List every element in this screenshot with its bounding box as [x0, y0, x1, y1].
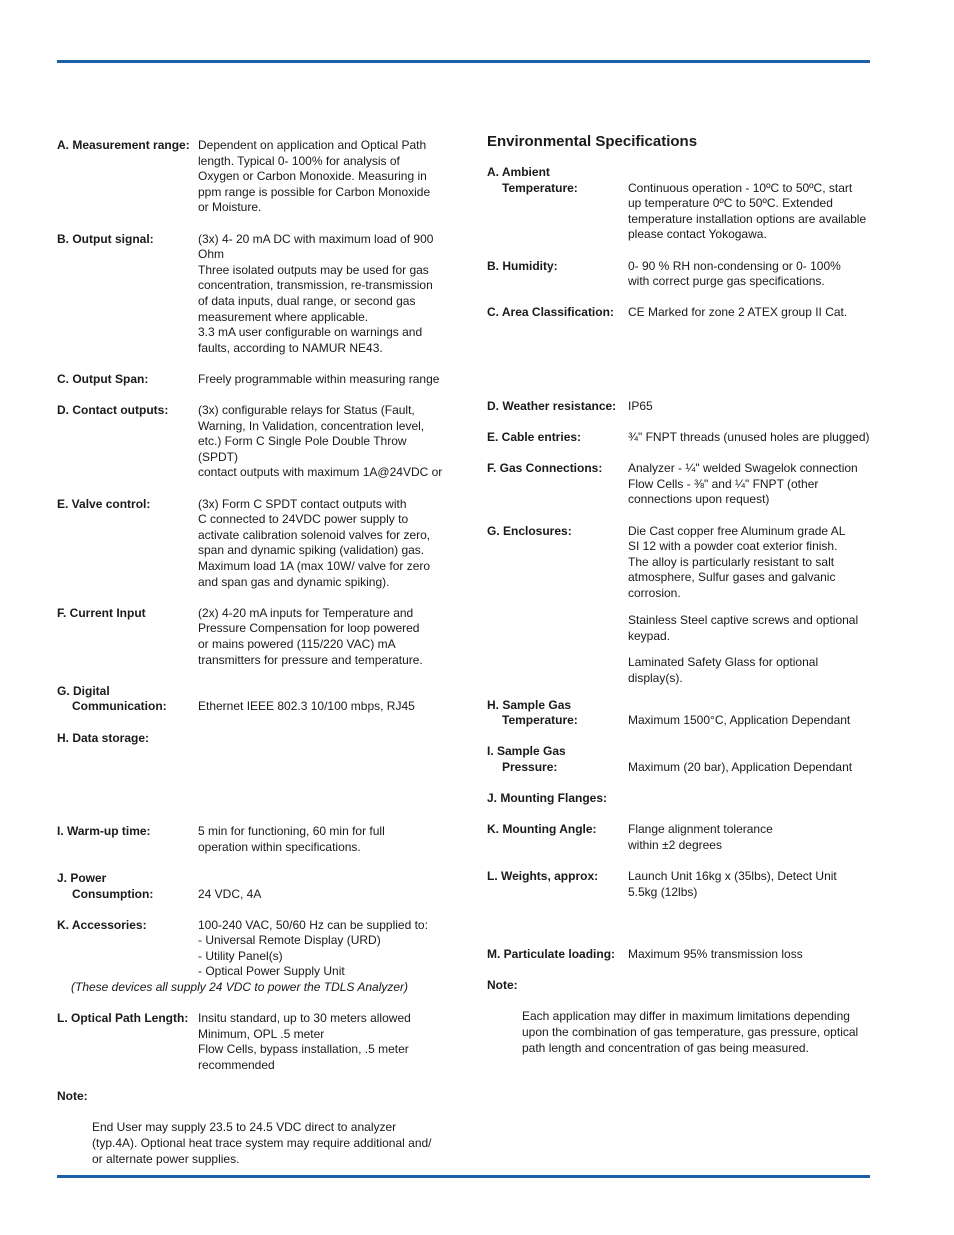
- spec-item: [487, 524, 872, 602]
- spec-label-line: C. Area Classification:: [487, 305, 614, 320]
- spec-optical-path-length: [57, 1011, 447, 1073]
- spec-label: [57, 372, 148, 388]
- spec-label: [487, 524, 572, 540]
- spec-label-line: L. Weights, approx:: [487, 869, 599, 884]
- spec-label: [487, 430, 581, 446]
- note-label: Note:: [487, 978, 518, 993]
- spec-label-line: I. Sample Gas: [487, 744, 566, 759]
- spec-label-line: I. Warm-up time:: [57, 824, 151, 839]
- spec-value: 100-240 VAC, 50/60 Hz can be supplied to: - Universal Remote Display (URD) - Utility Panel(s) - Optical Power Supply Unit: [198, 917, 428, 979]
- spec-value: Dependent on application and Optical Path length. Typical 0- 100% for analysis of Oxygen or Carbon Monoxide. Measuring in ppm range is possible for Carbon Monoxide or Moisture.: [198, 138, 431, 215]
- spec-label: [57, 606, 146, 622]
- spec-label-line: E. Cable entries:: [487, 430, 582, 445]
- spec-label-line: K. Accessories:: [57, 917, 147, 932]
- spec-label: [57, 684, 167, 715]
- spec-label: [487, 305, 614, 321]
- spec-label-line: F. Gas Connections:: [487, 461, 603, 476]
- spec-label-line: Pressure:: [502, 759, 558, 774]
- spec-item: [487, 791, 872, 807]
- spec-label-line: G. Enclosures:: [487, 523, 572, 538]
- spec-item: [57, 918, 447, 980]
- spec-label: [487, 947, 615, 963]
- spec-label: [487, 461, 602, 477]
- spec-label-line: A. Ambient: [487, 165, 550, 179]
- spec-item: [57, 606, 447, 668]
- spec-value: (3x) 4- 20 mA DC with maximum load of 900 Ohm Three isolated outputs may be used for gas concentration, transmission, re-transmission of data inputs, dual range, or second gas measurement where applicable. 3.3 mA user configurable on warnings and faults, according to NAMUR NE43.: [198, 231, 434, 355]
- spec-item: [57, 232, 447, 357]
- spec-value: 0- 90 % RH non-condensing or 0- 100% with correct purge gas specifications.: [628, 258, 841, 289]
- spec-item: [487, 744, 872, 775]
- spec-value: Maximum (20 bar), Application Dependant: [628, 759, 853, 774]
- spec-item: [57, 138, 447, 216]
- spec-value: IP65: [628, 398, 653, 413]
- left-column: [57, 138, 447, 1167]
- spec-label-line: Communication:: [72, 699, 167, 714]
- spec-label-line: Consumption:: [72, 886, 154, 901]
- spec-label-line: Temperature:: [502, 180, 578, 195]
- spec-value: Launch Unit 16kg x (35lbs), Detect Unit 5.5kg (12lbs): [628, 869, 837, 899]
- spec-value: CE Marked for zone 2 ATEX group II Cat.: [628, 305, 848, 320]
- right-note: [487, 978, 872, 1056]
- spec-label: [487, 744, 566, 775]
- spec-item: [57, 403, 447, 481]
- spec-label-line: D. Weather resistance:: [487, 398, 617, 413]
- spec-item: [57, 684, 447, 715]
- spec-item: [57, 731, 447, 809]
- spec-label-line: B. Output signal:: [57, 231, 154, 246]
- spec-label: [57, 497, 150, 513]
- spec-label: [487, 399, 616, 415]
- spec-item: [487, 947, 872, 963]
- spec-label: [487, 165, 578, 196]
- spec-item: [57, 372, 447, 388]
- spec-value: Continuous operation - 10ºC to 50ºC, start up temperature 0ºC to 50ºC. Extended temperature installation options are available please contact Yokogawa.: [628, 180, 867, 242]
- spec-label: L. Optical Path Length:: [57, 1011, 189, 1026]
- spec-label: [487, 698, 578, 729]
- spec-label-line: H. Data storage:: [57, 730, 150, 745]
- spec-label: [487, 822, 597, 838]
- spec-label: [487, 259, 558, 275]
- top-rule: [57, 60, 870, 63]
- spec-item: [487, 869, 872, 931]
- spec-value: Flange alignment tolerance within ±2 degrees: [628, 822, 773, 852]
- spec-value: [628, 791, 872, 807]
- spec-item: [487, 305, 872, 383]
- spec-label-line: G. Digital: [57, 683, 110, 698]
- spec-value: 24 VDC, 4A: [198, 886, 262, 901]
- spec-item: [487, 461, 872, 508]
- bottom-rule: [57, 1175, 870, 1178]
- note-text: Each application may differ in maximum limitations depending upon the combination of gas temperature, gas pressure, optical path length and concentration of gas being measured.: [522, 1009, 859, 1055]
- spec-value: ¾" FNPT threads (unused holes are plugged): [628, 430, 870, 445]
- spec-value: Ethernet IEEE 802.3 10/100 mbps, RJ45: [198, 699, 415, 714]
- spec-label-line: A. Measurement range:: [57, 138, 190, 152]
- spec-value: (3x) Form C SPDT contact outputs with C connected to 24VDC power supply to activate calibration solenoid valves for zero, span and dynamic spiking (validation) gas. Maximum load 1A (max 10W/ valve for zero and span gas and dynamic spiking).: [198, 496, 431, 589]
- spec-item: [487, 165, 872, 243]
- spec-label-line: E. Valve control:: [57, 496, 151, 511]
- enclosure-detail: Stainless Steel captive screws and optional keypad.: [628, 613, 859, 643]
- right-column: [487, 133, 872, 1056]
- note-text: End User may supply 23.5 to 24.5 VDC direct to analyzer (typ.4A). Optional heat trace system may require additional and/ or alternate power supplies.: [92, 1120, 432, 1166]
- spec-label: [57, 824, 151, 840]
- spec-value: Freely programmable within measuring range: [198, 371, 440, 386]
- spec-label-line: D. Contact outputs:: [57, 403, 169, 418]
- spec-item: [487, 259, 872, 290]
- accessories-note: (These devices all supply 24 VDC to power the TDLS Analyzer): [71, 980, 409, 995]
- section-title: Environmental Specifications: [487, 133, 698, 150]
- spec-value: Insitu standard, up to 30 meters allowed Minimum, OPL .5 meter Flow Cells, bypass installation, .5 meter recommended: [198, 1011, 411, 1073]
- spec-value: [198, 731, 447, 809]
- spec-value: Die Cast copper free Aluminum grade AL SI 12 with a powder coat exterior finish. The alloy is particularly resistant to salt atmosphere, Sulfur gases and galvanic corrosion.: [628, 523, 846, 601]
- spec-label: [487, 869, 598, 885]
- spec-item: [57, 824, 447, 855]
- spec-label: [57, 918, 147, 934]
- enclosure-detail: Laminated Safety Glass for optional display(s).: [628, 655, 819, 685]
- spec-label: [57, 403, 168, 419]
- spec-label-line: M. Particulate loading:: [487, 947, 616, 962]
- spec-value: (3x) configurable relays for Status (Fault, Warning, In Validation, concentration level, etc.) Form C Single Pole Double Throw (SPDT) contact outputs with maximum 1A@24VDC or: [198, 403, 443, 480]
- spec-label-line: Temperature:: [502, 713, 578, 728]
- spec-item: [487, 399, 872, 415]
- spec-label: [57, 871, 153, 902]
- spec-label: [57, 232, 154, 248]
- spec-value: Maximum 95% transmission loss: [628, 947, 803, 962]
- spec-value: (2x) 4-20 mA inputs for Temperature and Pressure Compensation for loop powered or mains powered (115/220 VAC) mA transmitters for pressure and temperature.: [198, 605, 423, 667]
- spec-label: [57, 138, 190, 154]
- left-note: [57, 1089, 447, 1167]
- spec-value: Maximum 1500°C, Application Dependant: [628, 713, 851, 728]
- spec-label-line: C. Output Span:: [57, 371, 149, 386]
- spec-label: [57, 731, 149, 747]
- spec-item: [57, 497, 447, 591]
- spec-label-line: J. Mounting Flanges:: [487, 791, 607, 806]
- spec-value: 5 min for functioning, 60 min for full operation within specifications.: [198, 824, 385, 854]
- spec-item: [487, 430, 872, 446]
- spec-item: [487, 698, 872, 729]
- spec-label-line: F. Current Input: [57, 605, 146, 620]
- spec-item: [487, 822, 872, 853]
- spec-label-line: J. Power: [57, 870, 107, 885]
- spec-label-line: B. Humidity:: [487, 258, 558, 273]
- spec-item: [57, 871, 447, 902]
- spec-label: [487, 791, 607, 807]
- spec-value: Analyzer - ¼" welded Swagelok connection Flow Cells - ⅜" and ¼" FNPT (other connections upon request): [628, 461, 858, 507]
- spec-label-line: K. Mounting Angle:: [487, 822, 597, 837]
- note-label: Note:: [57, 1089, 88, 1104]
- spec-label-line: H. Sample Gas: [487, 697, 572, 712]
